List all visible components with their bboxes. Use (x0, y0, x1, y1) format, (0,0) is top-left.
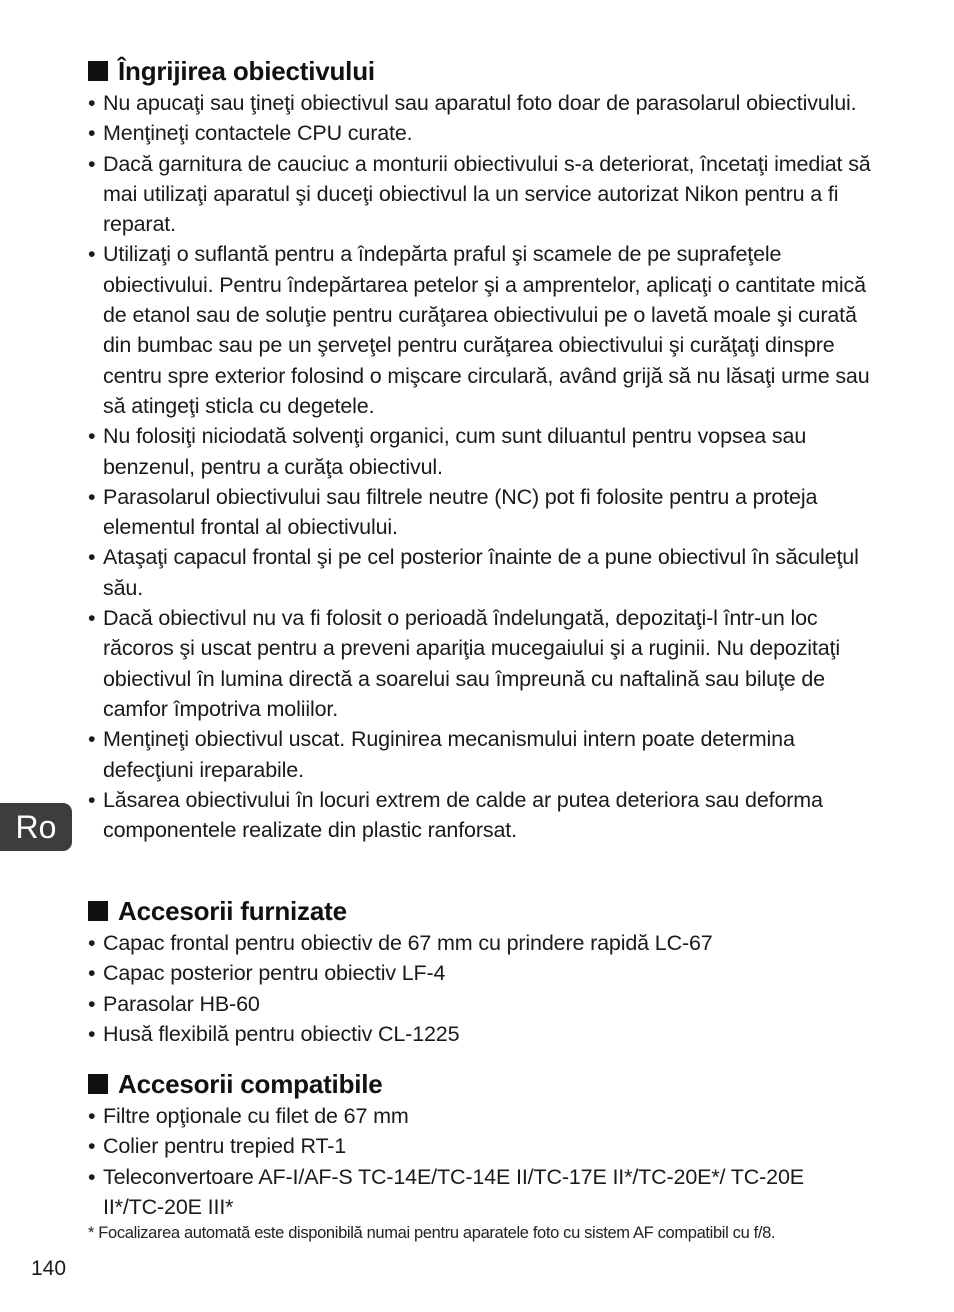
bullet-list-compatible-accessories (88, 1101, 878, 1222)
list-item (88, 118, 878, 148)
list-item (88, 603, 878, 724)
bullet-icon: • (88, 545, 96, 570)
list-item-text: Utilizaţi o suflantă pentru a îndepărta praful şi scamele de pe suprafeţele obiectivului. Pentru îndepărtarea petelor şi a amprentelor, aplicaţi o cantitate mică de etanol sau de soluţie pentru curăţarea obiectivului pe o lavetă moale şi curată din bumbac sau pe un şerveţel pentru curăţarea obiectivului şi curăţaţi dinspre centru spre exterior folosind o mişcare circulară, având grijă să nu lăsaţi urme sau să atingeţi sticla cu degetele. (103, 242, 870, 418)
list-item (88, 724, 878, 785)
list-item (88, 1101, 878, 1131)
list-item-text: Menţineţi obiectivul uscat. Ruginirea mecanismului intern poate determina defecţiuni ireparabile. (103, 727, 795, 782)
language-tab (0, 803, 72, 851)
section-title: Îngrijirea obiectivului (118, 56, 375, 86)
list-item-text: Capac posterior pentru obiectiv LF-4 (103, 961, 446, 986)
list-item (88, 421, 878, 482)
list-item (88, 1162, 878, 1223)
bullet-icon: • (88, 1134, 96, 1159)
bullet-icon: • (88, 606, 96, 631)
list-item-text: Capac frontal pentru obiectiv de 67 mm cu prindere rapidă LC-67 (103, 931, 713, 955)
list-item-text: Menţineţi contactele CPU curate. (103, 121, 413, 146)
language-tab-label: Ro (15, 809, 57, 845)
list-item (88, 928, 878, 958)
list-item-text: Colier pentru trepied RT-1 (103, 1134, 347, 1159)
list-item-text: Parasolar HB-60 (103, 991, 260, 1016)
bullet-icon: • (88, 787, 96, 812)
bullet-icon: • (88, 1021, 96, 1046)
list-item-text: Lăsarea obiectivului în locuri extrem de calde ar putea deteriora sau deforma componentele realizate din plastic ranforsat. (103, 787, 823, 843)
section-heading-supplied-accessories (88, 894, 878, 928)
bullet-icon: • (88, 961, 96, 986)
list-item (88, 785, 878, 846)
page-number: 140 (31, 1257, 67, 1280)
list-item-text: Ataşaţi capacul frontal şi pe cel posterior înainte de a pune obiectivul în săculeţul său. (103, 545, 859, 600)
section-compatible-accessories (88, 1067, 878, 1222)
bullet-icon: • (88, 1164, 96, 1189)
bullet-list-supplied-accessories (88, 928, 878, 1049)
list-item (88, 239, 878, 421)
list-item (88, 958, 878, 988)
list-item (88, 1131, 878, 1161)
section-lens-care (88, 54, 878, 845)
list-item (88, 149, 878, 240)
section-supplied-accessories (88, 894, 878, 1049)
list-item (88, 88, 878, 118)
list-item-text: Nu apucaţi sau ţineţi obiectivul sau aparatul foto doar de parasolarul obiectivului. (103, 91, 857, 115)
bullet-icon: • (88, 91, 96, 115)
list-item (88, 482, 878, 543)
section-heading-compatible-accessories (88, 1067, 878, 1101)
list-item (88, 989, 878, 1019)
section-title: Accesorii compatibile (118, 1069, 383, 1099)
bullet-icon: • (88, 121, 96, 146)
section-heading-lens-care (88, 54, 878, 88)
section-title: Accesorii furnizate (118, 896, 347, 926)
list-item (88, 542, 878, 603)
list-item-text: Husă flexibilă pentru obiectiv CL-1225 (103, 1021, 460, 1046)
heading-square-icon (88, 61, 108, 81)
list-item-text: Filtre opţionale cu filet de 67 mm (103, 1104, 409, 1128)
footnote: * Focalizarea automată este disponibilă numai pentru aparatele foto cu sistem AF compatibil cu f/8. (88, 1224, 776, 1242)
heading-square-icon (88, 901, 108, 921)
heading-square-icon (88, 1074, 108, 1094)
bullet-icon: • (88, 424, 96, 449)
list-item-text: Teleconvertoare AF-I/AF-S TC-14E/TC-14E II/TC-17E II*/TC-20E*/ TC-20E II*/TC-20E III* (103, 1164, 804, 1219)
bullet-icon: • (88, 151, 96, 176)
bullet-icon: • (88, 931, 96, 955)
list-item-text: Nu folosiţi niciodată solvenţi organici, cum sunt diluantul pentru vopsea sau benzenul, pentru a curăţa obiectivul. (103, 424, 807, 479)
list-item-text: Dacă garnitura de cauciuc a monturii obiectivului s-a deteriorat, încetaţi imediat să mai utilizaţi aparatul şi duceţi obiectivul la un service autorizat Nikon pentru a fi reparat. (103, 151, 871, 237)
bullet-icon: • (88, 1104, 96, 1128)
bullet-icon: • (88, 484, 96, 509)
bullet-icon: • (88, 242, 96, 267)
list-item (88, 1019, 878, 1049)
bullet-list-lens-care (88, 88, 878, 845)
list-item-text: Parasolarul obiectivului sau filtrele neutre (NC) pot fi folosite pentru a proteja elementul frontal al obiectivului. (103, 484, 818, 540)
bullet-icon: • (88, 991, 96, 1016)
bullet-icon: • (88, 727, 96, 752)
list-item-text: Dacă obiectivul nu va fi folosit o perioadă îndelungată, depozitaţi-l într-un loc răcoros şi uscat pentru a preveni apariţia mucegaiului şi a ruginii. Nu depozitaţi obiectivul în lumina directă a soarelui sau împreună cu naftalină sau biluţe de camfor împotriva moliilor. (103, 606, 841, 721)
